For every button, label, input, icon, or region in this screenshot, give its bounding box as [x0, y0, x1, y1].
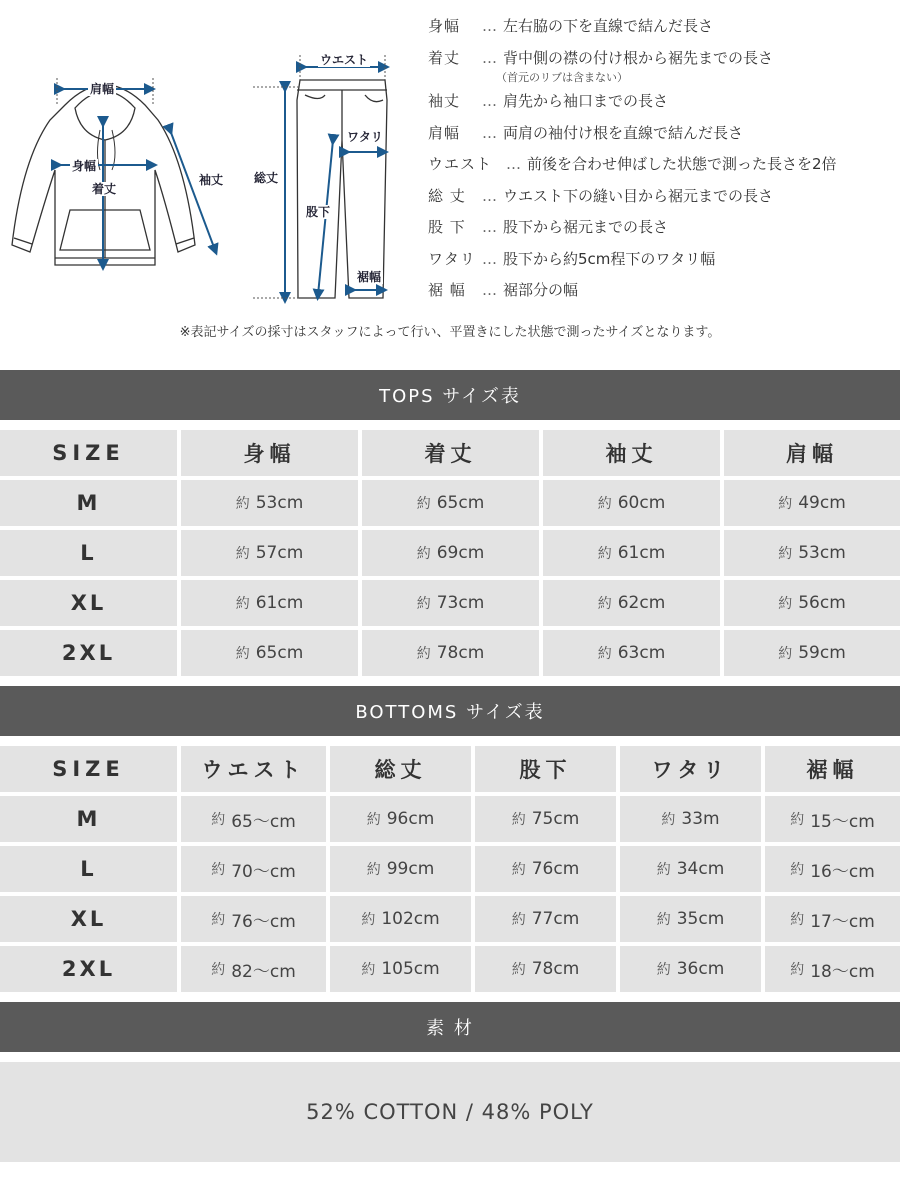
cell-value: 57cm — [255, 543, 304, 563]
pants-label-inseam: 股下 — [306, 205, 331, 219]
cell-value: 65cm — [255, 643, 304, 663]
approx-prefix: 約 — [211, 862, 226, 878]
definition-separator: … — [482, 186, 497, 205]
table-cell — [620, 946, 761, 992]
definition-desc: 前後を合わせ伸ばした状態で測った長さを2倍 — [527, 155, 837, 173]
definition-separator: … — [482, 218, 497, 236]
cell-value: 63cm — [617, 643, 666, 663]
cell-value: 34cm — [676, 859, 725, 879]
cell-value: 70～cm — [231, 861, 296, 882]
definition-term: 着丈 — [428, 48, 461, 67]
definition-desc: 股下から約5cm程下のワタリ幅 — [503, 249, 716, 268]
material-title: 素 材 — [426, 1018, 474, 1039]
table-cell — [181, 796, 326, 842]
approx-prefix: 約 — [361, 962, 376, 978]
table-cell — [543, 630, 720, 676]
approx-prefix: 約 — [235, 596, 250, 612]
hoodie-illustration — [0, 60, 260, 280]
definition-term: 総 丈 — [428, 186, 466, 205]
cell-value: 65cm — [436, 493, 485, 513]
cell-value: 53cm — [255, 493, 304, 513]
definition-separator: … — [482, 48, 497, 67]
table-header-cell: 肩幅 — [724, 430, 900, 476]
approx-prefix: 約 — [235, 546, 250, 562]
cell-value: 59cm — [798, 643, 846, 663]
approx-prefix: 約 — [790, 912, 805, 928]
approx-prefix: 約 — [366, 862, 381, 878]
cell-value: 65～cm — [231, 811, 296, 832]
size-cell: L — [0, 846, 177, 892]
cell-value: 15～cm — [810, 811, 875, 832]
table-cell — [330, 946, 471, 992]
definition-row — [428, 217, 898, 249]
table-header-cell: 着丈 — [362, 430, 539, 476]
definition-row — [428, 91, 898, 123]
approx-prefix: 約 — [235, 496, 250, 512]
definition-desc: 肩先から袖口までの長さ — [503, 92, 669, 110]
bottoms-size-table — [0, 746, 900, 992]
approx-prefix: 約 — [597, 596, 612, 612]
measurement-note: ※表記サイズの採寸はスタッフによって行い、平置きにした状態で測ったサイズとなります。 — [179, 325, 721, 340]
table-cell — [475, 846, 616, 892]
table-cell — [724, 530, 900, 576]
definition-term: 裾 幅 — [428, 281, 466, 299]
measurement-definitions — [428, 16, 898, 312]
definition-desc: 裾部分の幅 — [503, 281, 579, 299]
approx-prefix: 約 — [790, 812, 805, 828]
cell-value: 18～cm — [810, 961, 875, 982]
approx-prefix: 約 — [416, 596, 431, 612]
definition-term: ワタリ — [428, 249, 476, 268]
approx-prefix: 約 — [656, 862, 671, 878]
table-cell — [362, 480, 539, 526]
material-title-bar — [0, 1002, 900, 1052]
definition-term: 身幅 — [428, 17, 461, 35]
cell-value: 61cm — [617, 543, 666, 563]
pants-label-waist: ウエスト — [320, 53, 369, 67]
approx-prefix: 約 — [416, 496, 431, 512]
hoodie-label-sleeve: 袖丈 — [199, 173, 224, 187]
definition-term: 袖丈 — [428, 92, 461, 110]
bottoms-title-bar — [0, 686, 900, 736]
cell-value: 105cm — [381, 959, 440, 979]
definition-term: 肩幅 — [428, 123, 461, 142]
cell-value: 61cm — [255, 593, 304, 613]
table-header-cell: ワタリ — [620, 746, 761, 792]
table-cell — [724, 480, 900, 526]
table-cell — [724, 630, 900, 676]
definition-separator: … — [482, 281, 497, 299]
definition-desc: 股下から裾元までの長さ — [503, 218, 669, 236]
table-cell — [620, 796, 761, 842]
table-cell — [765, 796, 900, 842]
table-cell — [765, 896, 900, 942]
table-header-cell: ウエスト — [181, 746, 326, 792]
pants-label-total-length: 総丈 — [254, 171, 279, 185]
approx-prefix: 約 — [656, 962, 671, 978]
tops-title: TOPS サイズ表 — [379, 386, 521, 407]
approx-prefix: 約 — [778, 646, 793, 662]
size-cell: M — [0, 796, 177, 842]
table-cell — [543, 530, 720, 576]
definition-desc: 両肩の袖付け根を直線で結んだ長さ — [503, 123, 744, 142]
size-cell: XL — [0, 580, 177, 626]
table-header-cell: SIZE — [0, 746, 177, 792]
cell-value: 17～cm — [810, 911, 875, 932]
cell-value: 76～cm — [231, 911, 296, 932]
tops-size-table — [0, 430, 900, 676]
table-cell — [475, 796, 616, 842]
approx-prefix: 約 — [661, 812, 676, 828]
size-cell: 2XL — [0, 946, 177, 992]
definition-row — [428, 154, 898, 186]
size-cell: L — [0, 530, 177, 576]
table-cell — [181, 480, 358, 526]
definition-separator: … — [482, 249, 497, 268]
definition-row — [428, 249, 898, 281]
definition-desc: 背中側の襟の付け根から裾先までの長さ — [503, 48, 774, 67]
approx-prefix: 約 — [211, 812, 226, 828]
table-cell — [475, 896, 616, 942]
table-cell — [362, 580, 539, 626]
definition-desc: ウエスト下の縫い目から裾元までの長さ — [503, 186, 774, 205]
table-cell — [543, 580, 720, 626]
cell-value: 35cm — [676, 909, 725, 929]
table-cell — [765, 946, 900, 992]
table-header-cell: 総丈 — [330, 746, 471, 792]
cell-value: 49cm — [798, 493, 846, 513]
hoodie-label-length: 着丈 — [92, 182, 117, 196]
hoodie-label-shoulder: 肩幅 — [90, 82, 115, 96]
table-cell — [543, 480, 720, 526]
approx-prefix: 約 — [416, 646, 431, 662]
definition-row — [428, 186, 898, 218]
definition-term: 股 下 — [428, 218, 466, 236]
cell-value: 53cm — [798, 543, 846, 563]
cell-value: 56cm — [798, 593, 846, 613]
measurement-diagram — [0, 0, 900, 350]
approx-prefix: 約 — [211, 962, 226, 978]
approx-prefix: 約 — [416, 546, 431, 562]
tops-title-bar — [0, 370, 900, 420]
material-text: 52% COTTON / 48% POLY — [306, 1100, 594, 1124]
approx-prefix: 約 — [597, 546, 612, 562]
approx-prefix: 約 — [778, 596, 793, 612]
cell-value: 69cm — [436, 543, 485, 563]
pants-label-thigh: ワタリ — [347, 130, 383, 144]
table-cell — [181, 630, 358, 676]
cell-value: 36cm — [676, 959, 725, 979]
approx-prefix: 約 — [597, 496, 612, 512]
pants-label-hem: 裾幅 — [357, 270, 382, 284]
approx-prefix: 約 — [511, 962, 526, 978]
cell-value: 82～cm — [231, 961, 296, 982]
table-cell — [724, 580, 900, 626]
size-cell: M — [0, 480, 177, 526]
table-cell — [330, 846, 471, 892]
cell-value: 78cm — [531, 959, 580, 979]
approx-prefix: 約 — [235, 646, 250, 662]
cell-value: 62cm — [617, 593, 666, 613]
approx-prefix: 約 — [361, 912, 376, 928]
approx-prefix: 約 — [366, 812, 381, 828]
cell-value: 78cm — [436, 643, 485, 663]
table-header-cell: 袖丈 — [543, 430, 720, 476]
table-cell — [620, 896, 761, 942]
cell-value: 77cm — [531, 909, 580, 929]
table-cell — [475, 946, 616, 992]
definition-separator: … — [482, 123, 497, 142]
table-cell — [620, 846, 761, 892]
approx-prefix: 約 — [778, 496, 793, 512]
table-cell — [362, 630, 539, 676]
cell-value: 16～cm — [810, 861, 875, 882]
approx-prefix: 約 — [790, 962, 805, 978]
definition-separator: … — [482, 17, 497, 35]
table-cell — [330, 796, 471, 842]
approx-prefix: 約 — [778, 546, 793, 562]
cell-value: 102cm — [381, 909, 440, 929]
table-cell — [765, 846, 900, 892]
cell-value: 60cm — [617, 493, 666, 513]
table-header-cell: 股下 — [475, 746, 616, 792]
table-header-cell: 裾幅 — [765, 746, 900, 792]
definition-row — [428, 16, 898, 48]
approx-prefix: 約 — [511, 862, 526, 878]
table-cell — [181, 946, 326, 992]
definition-row — [428, 280, 898, 312]
table-header-cell: 身幅 — [181, 430, 358, 476]
cell-value: 96cm — [386, 809, 435, 829]
approx-prefix: 約 — [211, 912, 226, 928]
definition-desc: 左右脇の下を直線で結んだ長さ — [503, 17, 714, 35]
bottoms-title: BOTTOMS サイズ表 — [355, 702, 545, 723]
definition-separator: … — [506, 155, 521, 173]
table-cell — [181, 580, 358, 626]
cell-value: 75cm — [531, 809, 580, 829]
definition-separator: … — [482, 92, 497, 110]
definition-row — [428, 123, 898, 155]
size-cell: 2XL — [0, 630, 177, 676]
approx-prefix: 約 — [656, 912, 671, 928]
cell-value: 99cm — [386, 859, 435, 879]
definition-term: ウエスト — [428, 155, 493, 173]
approx-prefix: 約 — [790, 862, 805, 878]
material-value — [0, 1062, 900, 1162]
cell-value: 73cm — [436, 593, 485, 613]
table-header-cell: SIZE — [0, 430, 177, 476]
size-cell: XL — [0, 896, 177, 942]
hoodie-label-body-width: 身幅 — [72, 159, 97, 173]
table-cell — [181, 530, 358, 576]
cell-value: 33m — [681, 809, 720, 829]
approx-prefix: 約 — [597, 646, 612, 662]
table-cell — [181, 896, 326, 942]
table-cell — [181, 846, 326, 892]
definition-subnote: （首元のリブは含まない） — [496, 71, 628, 84]
table-cell — [362, 530, 539, 576]
table-cell — [330, 896, 471, 942]
cell-value: 76cm — [531, 859, 580, 879]
approx-prefix: 約 — [511, 912, 526, 928]
approx-prefix: 約 — [511, 812, 526, 828]
